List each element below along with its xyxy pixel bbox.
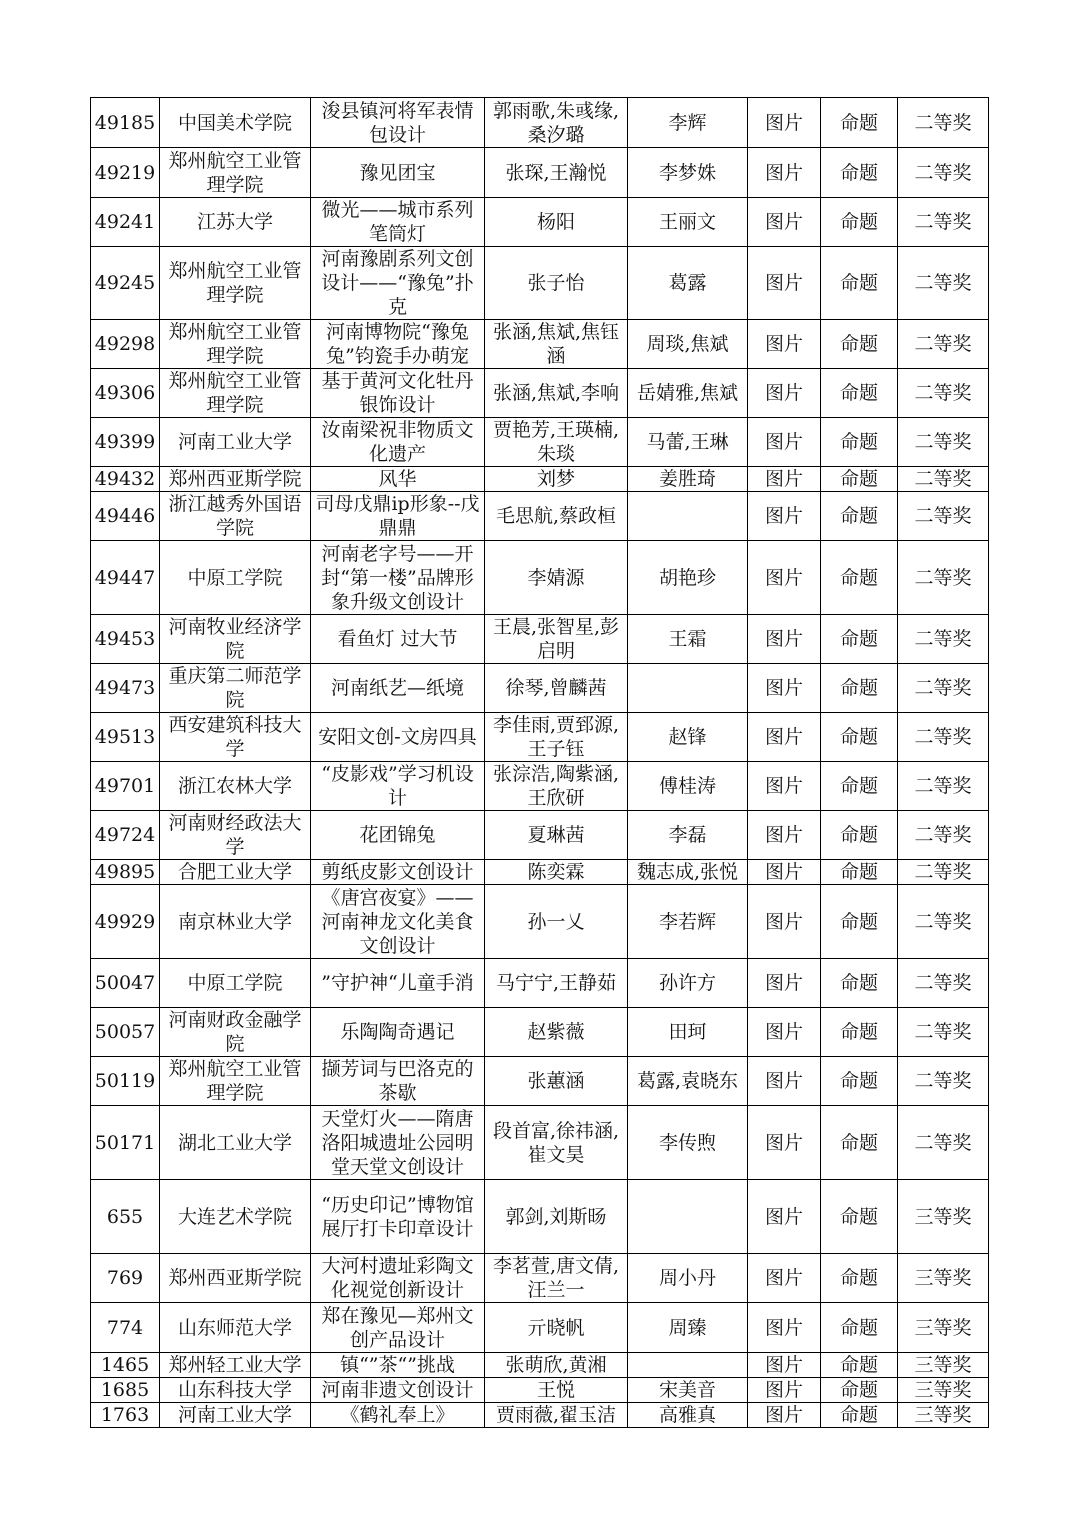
advisor-cell: 田珂 <box>628 1008 748 1057</box>
entry-id-cell: 49245 <box>91 247 160 320</box>
table-row <box>91 1106 989 1180</box>
prize-cell: 二等奖 <box>898 541 989 615</box>
work-type-cell: 图片 <box>748 541 821 615</box>
table-row <box>91 959 989 1008</box>
school-cell: 山东科技大学 <box>160 1378 311 1403</box>
work-title-cell: 河南老字号——开封“第一楼”品牌形象升级文创设计 <box>311 541 485 615</box>
category-cell: 命题 <box>821 762 898 811</box>
advisor-cell: 胡艳珍 <box>628 541 748 615</box>
advisor-cell: 王霜 <box>628 615 748 664</box>
work-type-cell: 图片 <box>748 762 821 811</box>
entry-id-cell: 49701 <box>91 762 160 811</box>
school-cell: 河南牧业经济学院 <box>160 615 311 664</box>
entry-id-cell: 49929 <box>91 885 160 959</box>
work-type-cell: 图片 <box>748 198 821 247</box>
category-cell: 命题 <box>821 811 898 860</box>
category-cell: 命题 <box>821 959 898 1008</box>
entry-id-cell: 49185 <box>91 98 160 148</box>
prize-cell: 二等奖 <box>898 615 989 664</box>
entry-id-cell: 49724 <box>91 811 160 860</box>
category-cell: 命题 <box>821 1057 898 1106</box>
authors-cell: 段首富,徐祎涵,崔文昊 <box>485 1106 628 1180</box>
entry-id-cell: 49399 <box>91 418 160 467</box>
advisor-cell: 魏志成,张悦 <box>628 860 748 885</box>
work-type-cell: 图片 <box>748 98 821 148</box>
table-row <box>91 198 989 247</box>
advisor-cell: 高雅真 <box>628 1403 748 1428</box>
advisor-cell: 葛露,袁晓东 <box>628 1057 748 1106</box>
prize-cell: 二等奖 <box>898 320 989 369</box>
entry-id-cell: 1685 <box>91 1378 160 1403</box>
work-title-cell: 汝南梁祝非物质文化遗产 <box>311 418 485 467</box>
entry-id-cell: 769 <box>91 1254 160 1303</box>
authors-cell: 陈奕霖 <box>485 860 628 885</box>
table-row <box>91 1378 989 1403</box>
entry-id-cell: 49447 <box>91 541 160 615</box>
work-title-cell: 郑在豫见—郑州文创产品设计 <box>311 1303 485 1353</box>
work-type-cell: 图片 <box>748 713 821 762</box>
work-type-cell: 图片 <box>748 615 821 664</box>
advisor-cell: 周小丹 <box>628 1254 748 1303</box>
work-type-cell: 图片 <box>748 1106 821 1180</box>
table-row <box>91 664 989 713</box>
advisor-cell: 李若辉 <box>628 885 748 959</box>
work-title-cell: 撷芳词与巴洛克的茶歇 <box>311 1057 485 1106</box>
category-cell: 命题 <box>821 1180 898 1254</box>
advisor-cell: 姜胜琦 <box>628 467 748 492</box>
school-cell: 郑州航空工业管理学院 <box>160 247 311 320</box>
work-title-cell: 镇“”茶“”挑战 <box>311 1353 485 1378</box>
work-type-cell: 图片 <box>748 959 821 1008</box>
school-cell: 中国美术学院 <box>160 98 311 148</box>
table-row <box>91 1353 989 1378</box>
prize-cell: 二等奖 <box>898 713 989 762</box>
advisor-cell: 李梦姝 <box>628 148 748 198</box>
school-cell: 河南工业大学 <box>160 418 311 467</box>
work-title-cell: 浚县镇河将军表情包设计 <box>311 98 485 148</box>
work-title-cell: 乐陶陶奇遇记 <box>311 1008 485 1057</box>
work-title-cell: “皮影戏”学习机设计 <box>311 762 485 811</box>
school-cell: 大连艺术学院 <box>160 1180 311 1254</box>
table-row <box>91 615 989 664</box>
work-title-cell: 安阳文创-文房四具 <box>311 713 485 762</box>
category-cell: 命题 <box>821 1378 898 1403</box>
entry-id-cell: 49241 <box>91 198 160 247</box>
authors-cell: 张琛,王瀚悦 <box>485 148 628 198</box>
advisor-cell: 宋美音 <box>628 1378 748 1403</box>
advisor-cell: 赵锋 <box>628 713 748 762</box>
work-type-cell: 图片 <box>748 467 821 492</box>
table-row <box>91 320 989 369</box>
prize-cell: 二等奖 <box>898 1057 989 1106</box>
authors-cell: 张子怡 <box>485 247 628 320</box>
category-cell: 命题 <box>821 664 898 713</box>
entry-id-cell: 1465 <box>91 1353 160 1378</box>
work-type-cell: 图片 <box>748 1008 821 1057</box>
category-cell: 命题 <box>821 198 898 247</box>
entry-id-cell: 49513 <box>91 713 160 762</box>
advisor-cell: 岳婧雅,焦斌 <box>628 369 748 418</box>
school-cell: 浙江越秀外国语学院 <box>160 492 311 541</box>
work-type-cell: 图片 <box>748 1378 821 1403</box>
category-cell: 命题 <box>821 1008 898 1057</box>
authors-cell: 张淙浩,陶紫涵,王欣研 <box>485 762 628 811</box>
entry-id-cell: 49453 <box>91 615 160 664</box>
school-cell: 江苏大学 <box>160 198 311 247</box>
school-cell: 郑州航空工业管理学院 <box>160 369 311 418</box>
work-type-cell: 图片 <box>748 860 821 885</box>
authors-cell: 李茗萱,唐文倩,汪兰一 <box>485 1254 628 1303</box>
work-type-cell: 图片 <box>748 247 821 320</box>
work-title-cell: 《鹤礼奉上》 <box>311 1403 485 1428</box>
category-cell: 命题 <box>821 247 898 320</box>
authors-cell: 贾雨薇,翟玉洁 <box>485 1403 628 1428</box>
prize-cell: 二等奖 <box>898 418 989 467</box>
prize-cell: 三等奖 <box>898 1403 989 1428</box>
category-cell: 命题 <box>821 1106 898 1180</box>
work-title-cell: 大河村遗址彩陶文化视觉创新设计 <box>311 1254 485 1303</box>
entry-id-cell: 50119 <box>91 1057 160 1106</box>
school-cell: 郑州航空工业管理学院 <box>160 148 311 198</box>
prize-cell: 二等奖 <box>898 492 989 541</box>
advisor-cell <box>628 1180 748 1254</box>
school-cell: 中原工学院 <box>160 959 311 1008</box>
category-cell: 命题 <box>821 1254 898 1303</box>
table-row <box>91 860 989 885</box>
advisor-cell: 傅桂涛 <box>628 762 748 811</box>
category-cell: 命题 <box>821 541 898 615</box>
category-cell: 命题 <box>821 148 898 198</box>
authors-cell: 徐琴,曾麟茜 <box>485 664 628 713</box>
authors-cell: 亓晓帆 <box>485 1303 628 1353</box>
school-cell: 郑州航空工业管理学院 <box>160 320 311 369</box>
work-title-cell: 河南非遗文创设计 <box>311 1378 485 1403</box>
category-cell: 命题 <box>821 1303 898 1353</box>
authors-cell: 张涵,焦斌,李响 <box>485 369 628 418</box>
entry-id-cell: 49895 <box>91 860 160 885</box>
prize-cell: 二等奖 <box>898 959 989 1008</box>
table-row <box>91 148 989 198</box>
authors-cell: 李佳雨,贾郅源,王子钰 <box>485 713 628 762</box>
authors-cell: 杨阳 <box>485 198 628 247</box>
authors-cell: 贾艳芳,王瑛楠,朱琰 <box>485 418 628 467</box>
prize-cell: 二等奖 <box>898 98 989 148</box>
school-cell: 郑州轻工业大学 <box>160 1353 311 1378</box>
entry-id-cell: 50171 <box>91 1106 160 1180</box>
work-type-cell: 图片 <box>748 492 821 541</box>
authors-cell: 郭剑,刘斯旸 <box>485 1180 628 1254</box>
entry-id-cell: 655 <box>91 1180 160 1254</box>
authors-cell: 郭雨歌,朱彧缘,桑汐璐 <box>485 98 628 148</box>
school-cell: 浙江农林大学 <box>160 762 311 811</box>
authors-cell: 赵紫薇 <box>485 1008 628 1057</box>
authors-cell: 王晨,张智星,彭启明 <box>485 615 628 664</box>
prize-cell: 二等奖 <box>898 885 989 959</box>
work-type-cell: 图片 <box>748 1353 821 1378</box>
prize-cell: 三等奖 <box>898 1180 989 1254</box>
advisor-cell: 李辉 <box>628 98 748 148</box>
document-page <box>90 97 988 1428</box>
advisor-cell: 孙许方 <box>628 959 748 1008</box>
authors-cell: 夏琳茜 <box>485 811 628 860</box>
work-title-cell: 剪纸皮影文创设计 <box>311 860 485 885</box>
school-cell: 中原工学院 <box>160 541 311 615</box>
school-cell: 郑州西亚斯学院 <box>160 1254 311 1303</box>
entry-id-cell: 49446 <box>91 492 160 541</box>
category-cell: 命题 <box>821 369 898 418</box>
prize-cell: 三等奖 <box>898 1303 989 1353</box>
work-title-cell: 天堂灯火——隋唐洛阳城遗址公园明堂天堂文创设计 <box>311 1106 485 1180</box>
advisor-cell: 王丽文 <box>628 198 748 247</box>
entry-id-cell: 774 <box>91 1303 160 1353</box>
category-cell: 命题 <box>821 492 898 541</box>
table-row <box>91 1180 989 1254</box>
advisor-cell: 李磊 <box>628 811 748 860</box>
prize-cell: 二等奖 <box>898 1008 989 1057</box>
work-type-cell: 图片 <box>748 885 821 959</box>
entry-id-cell: 49432 <box>91 467 160 492</box>
authors-cell: 孙一乂 <box>485 885 628 959</box>
table-row <box>91 541 989 615</box>
work-title-cell: 豫见团宝 <box>311 148 485 198</box>
category-cell: 命题 <box>821 615 898 664</box>
entry-id-cell: 49473 <box>91 664 160 713</box>
prize-cell: 二等奖 <box>898 369 989 418</box>
prize-cell: 二等奖 <box>898 762 989 811</box>
work-title-cell: 司母戊鼎ip形象--戊鼎鼎 <box>311 492 485 541</box>
school-cell: 郑州西亚斯学院 <box>160 467 311 492</box>
table-row <box>91 247 989 320</box>
work-title-cell: 风华 <box>311 467 485 492</box>
prize-cell: 三等奖 <box>898 1353 989 1378</box>
school-cell: 西安建筑科技大学 <box>160 713 311 762</box>
category-cell: 命题 <box>821 418 898 467</box>
entry-id-cell: 50047 <box>91 959 160 1008</box>
work-type-cell: 图片 <box>748 811 821 860</box>
advisor-cell <box>628 664 748 713</box>
work-title-cell: 河南豫剧系列文创设计——“豫兔”扑克 <box>311 247 485 320</box>
table-row <box>91 713 989 762</box>
table-row <box>91 98 989 148</box>
authors-cell: 张涵,焦斌,焦钰涵 <box>485 320 628 369</box>
prize-cell: 二等奖 <box>898 860 989 885</box>
category-cell: 命题 <box>821 1403 898 1428</box>
advisor-cell: 葛露 <box>628 247 748 320</box>
work-title-cell: 《唐宫夜宴》——河南神龙文化美食文创设计 <box>311 885 485 959</box>
school-cell: 山东师范大学 <box>160 1303 311 1353</box>
work-type-cell: 图片 <box>748 1303 821 1353</box>
school-cell: 重庆第二师范学院 <box>160 664 311 713</box>
table-row <box>91 1303 989 1353</box>
entry-id-cell: 50057 <box>91 1008 160 1057</box>
work-title-cell: 河南纸艺—纸境 <box>311 664 485 713</box>
authors-cell: 刘梦 <box>485 467 628 492</box>
authors-cell: 李婧源 <box>485 541 628 615</box>
school-cell: 河南财经政法大学 <box>160 811 311 860</box>
school-cell: 河南工业大学 <box>160 1403 311 1428</box>
table-row <box>91 1057 989 1106</box>
table-row <box>91 762 989 811</box>
advisor-cell: 马蕾,王琳 <box>628 418 748 467</box>
work-type-cell: 图片 <box>748 320 821 369</box>
prize-cell: 二等奖 <box>898 664 989 713</box>
table-row <box>91 492 989 541</box>
work-type-cell: 图片 <box>748 1057 821 1106</box>
entry-id-cell: 49219 <box>91 148 160 198</box>
work-title-cell: 河南博物院“豫兔兔”钧瓷手办萌宠 <box>311 320 485 369</box>
authors-cell: 张萌欣,黄湘 <box>485 1353 628 1378</box>
authors-cell: 毛思航,蔡政桓 <box>485 492 628 541</box>
prize-cell: 二等奖 <box>898 198 989 247</box>
work-type-cell: 图片 <box>748 664 821 713</box>
advisor-cell: 周臻 <box>628 1303 748 1353</box>
table-row <box>91 885 989 959</box>
work-title-cell: 微光——城市系列笔筒灯 <box>311 198 485 247</box>
entry-id-cell: 1763 <box>91 1403 160 1428</box>
advisor-cell: 李传煦 <box>628 1106 748 1180</box>
table-row <box>91 369 989 418</box>
advisor-cell: 周琰,焦斌 <box>628 320 748 369</box>
school-cell: 湖北工业大学 <box>160 1106 311 1180</box>
entry-id-cell: 49298 <box>91 320 160 369</box>
table-row <box>91 1403 989 1428</box>
prize-cell: 二等奖 <box>898 148 989 198</box>
category-cell: 命题 <box>821 320 898 369</box>
advisor-cell <box>628 492 748 541</box>
category-cell: 命题 <box>821 860 898 885</box>
table-row <box>91 1254 989 1303</box>
table-row <box>91 467 989 492</box>
work-type-cell: 图片 <box>748 369 821 418</box>
work-title-cell: “历史印记”博物馆展厅打卡印章设计 <box>311 1180 485 1254</box>
prize-cell: 二等奖 <box>898 247 989 320</box>
authors-cell: 马宁宁,王静茹 <box>485 959 628 1008</box>
table-row <box>91 811 989 860</box>
work-title-cell: 基于黄河文化牡丹银饰设计 <box>311 369 485 418</box>
prize-cell: 二等奖 <box>898 467 989 492</box>
table-row <box>91 418 989 467</box>
advisor-cell <box>628 1353 748 1378</box>
category-cell: 命题 <box>821 713 898 762</box>
category-cell: 命题 <box>821 467 898 492</box>
work-type-cell: 图片 <box>748 1180 821 1254</box>
prize-cell: 二等奖 <box>898 811 989 860</box>
work-type-cell: 图片 <box>748 1254 821 1303</box>
table-row <box>91 1008 989 1057</box>
work-type-cell: 图片 <box>748 418 821 467</box>
school-cell: 南京林业大学 <box>160 885 311 959</box>
table-body <box>91 98 989 1428</box>
authors-cell: 王悦 <box>485 1378 628 1403</box>
category-cell: 命题 <box>821 98 898 148</box>
prize-cell: 三等奖 <box>898 1378 989 1403</box>
school-cell: 郑州航空工业管理学院 <box>160 1057 311 1106</box>
work-title-cell: 看鱼灯 过大节 <box>311 615 485 664</box>
work-type-cell: 图片 <box>748 148 821 198</box>
category-cell: 命题 <box>821 1353 898 1378</box>
prize-cell: 三等奖 <box>898 1254 989 1303</box>
award-table <box>90 97 989 1428</box>
work-type-cell: 图片 <box>748 1403 821 1428</box>
category-cell: 命题 <box>821 885 898 959</box>
entry-id-cell: 49306 <box>91 369 160 418</box>
school-cell: 河南财政金融学院 <box>160 1008 311 1057</box>
authors-cell: 张蕙涵 <box>485 1057 628 1106</box>
work-title-cell: 花团锦兔 <box>311 811 485 860</box>
school-cell: 合肥工业大学 <box>160 860 311 885</box>
work-title-cell: ”守护神“儿童手消 <box>311 959 485 1008</box>
prize-cell: 二等奖 <box>898 1106 989 1180</box>
